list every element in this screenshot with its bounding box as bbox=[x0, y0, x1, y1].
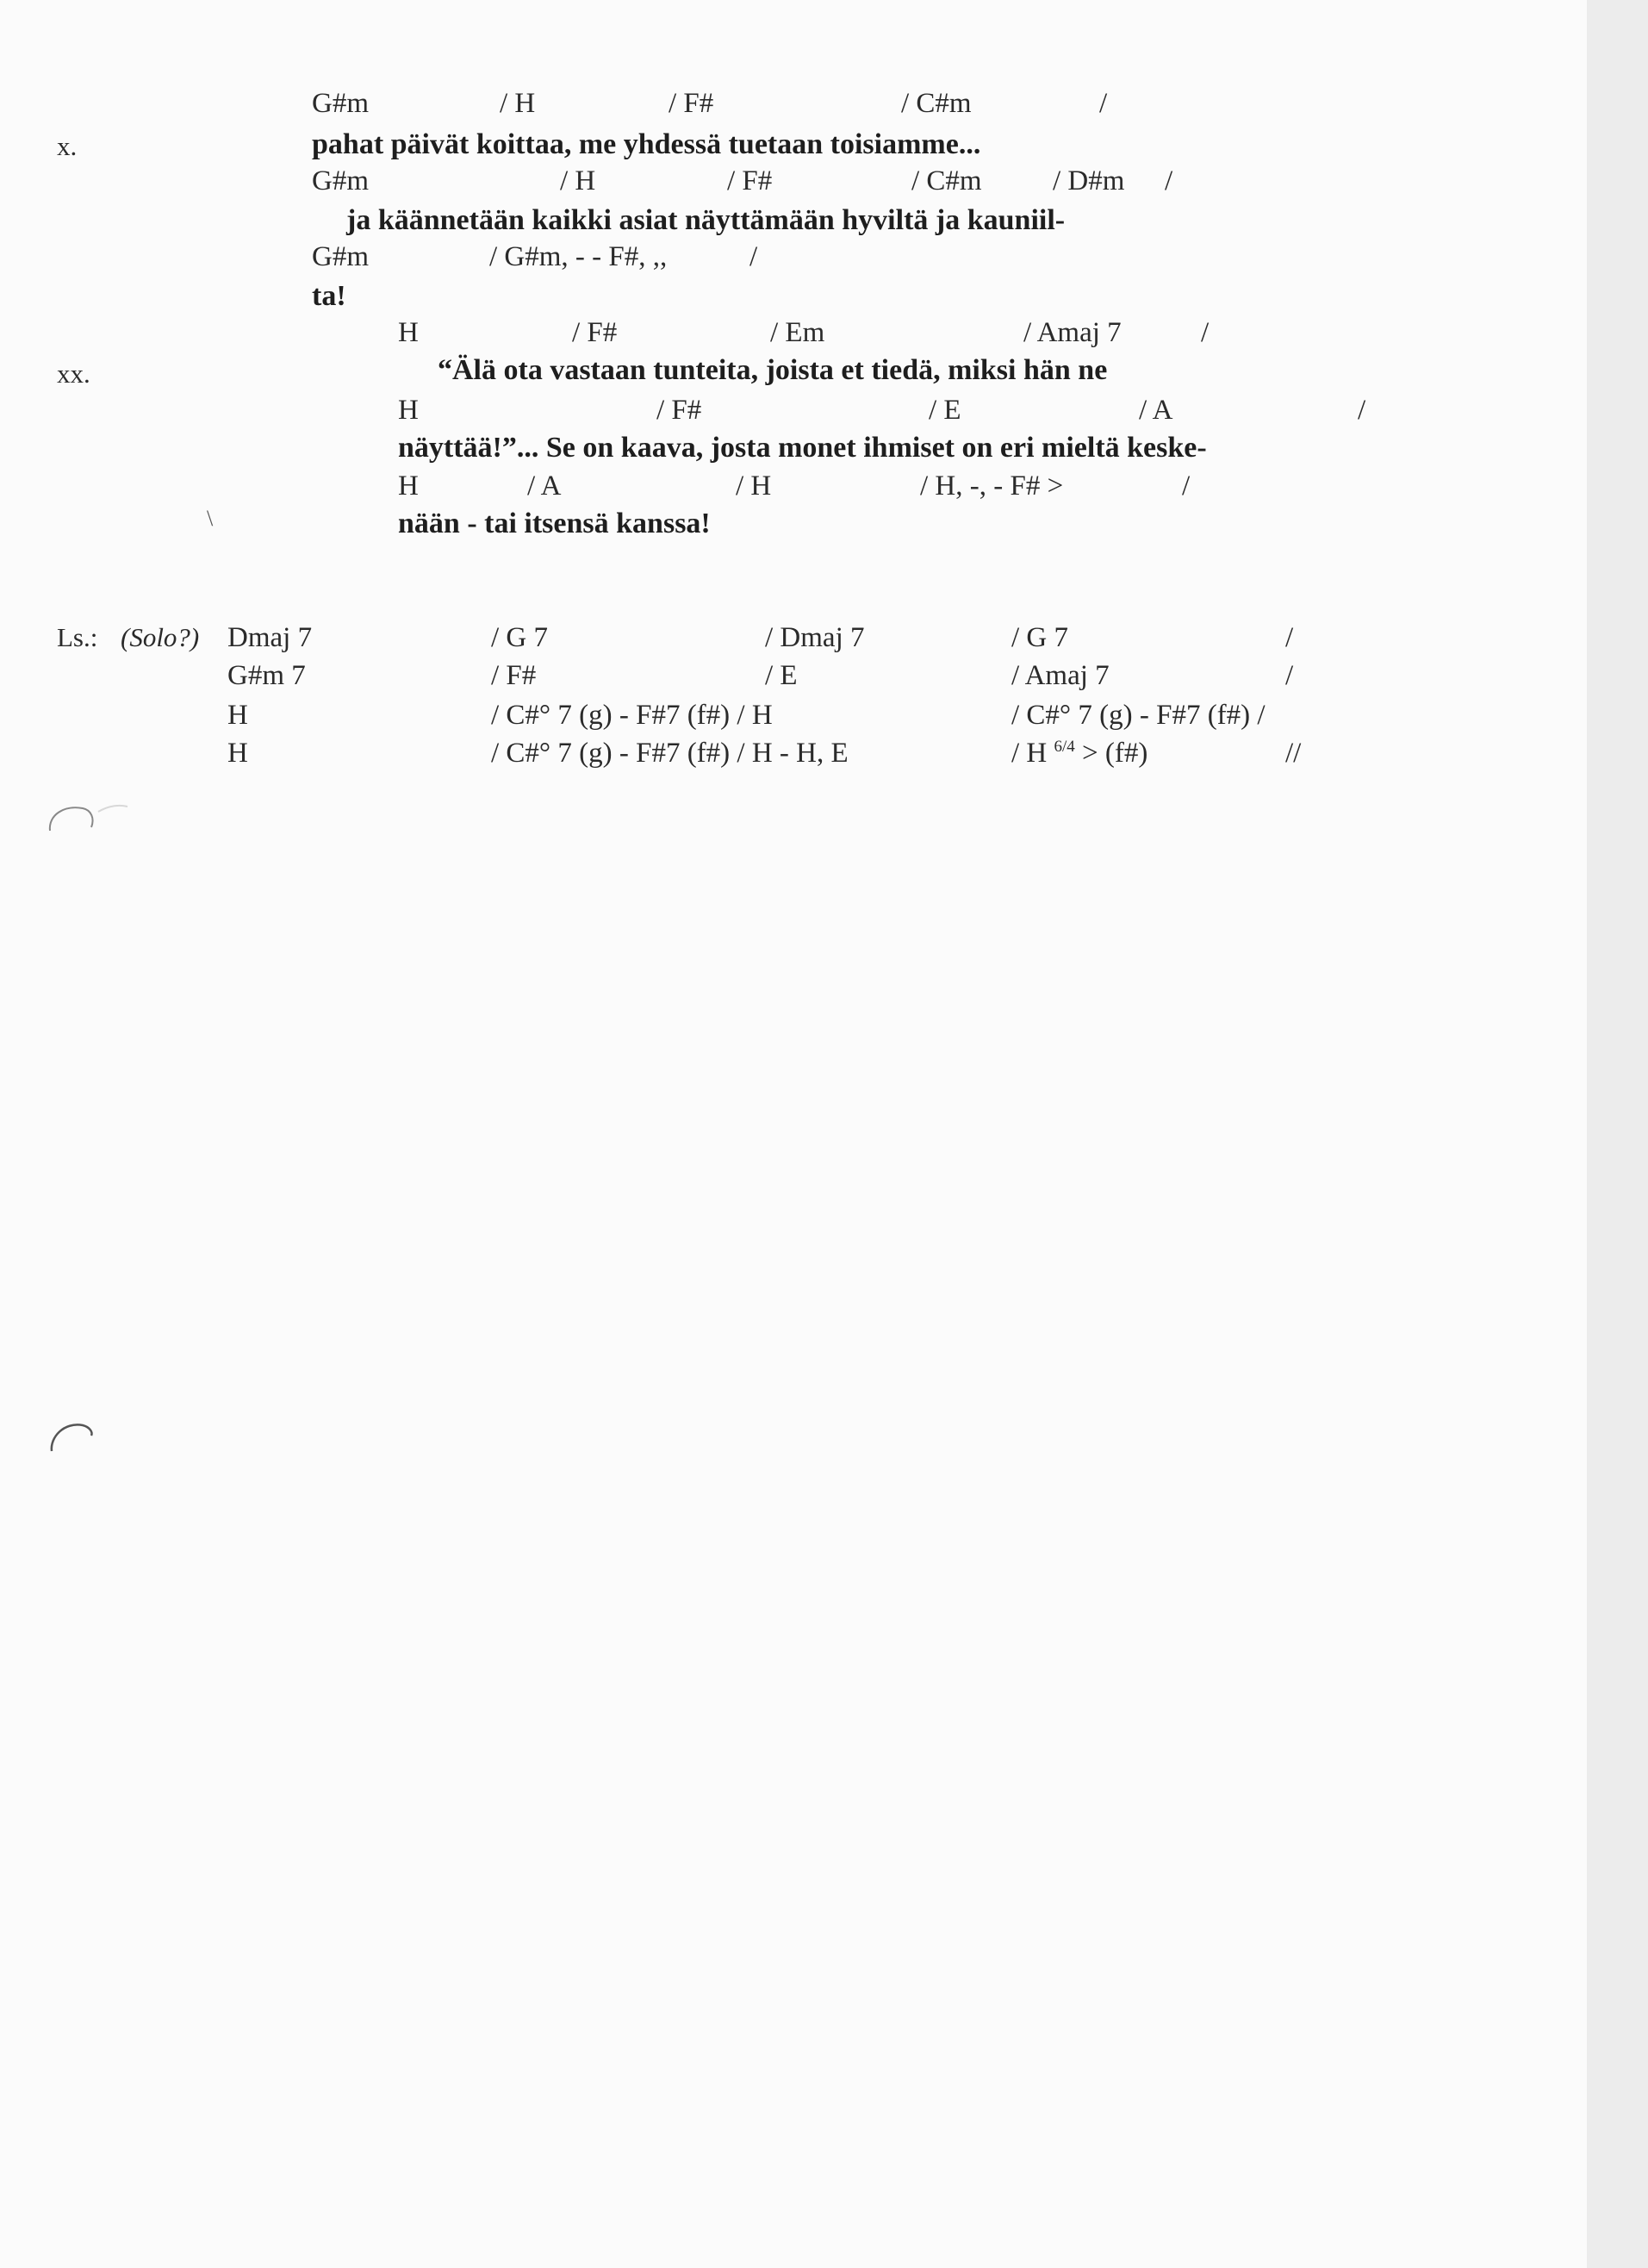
chord: / G 7 bbox=[1011, 622, 1068, 653]
chord: G#m bbox=[312, 88, 369, 119]
chord: H bbox=[227, 738, 248, 769]
chord: / F# bbox=[491, 660, 537, 691]
chord: / A bbox=[1139, 395, 1173, 426]
chord: Dmaj 7 bbox=[227, 622, 313, 653]
chord: / E bbox=[765, 660, 798, 691]
chord: / bbox=[1201, 317, 1210, 348]
chord: / H, -, - F# > bbox=[920, 470, 1064, 502]
final-barline: // bbox=[1285, 738, 1302, 769]
chord: / bbox=[749, 241, 758, 272]
inversion-superscript: 6/4 bbox=[1054, 738, 1075, 756]
verse-label: x. bbox=[57, 131, 78, 161]
verse-label: xx. bbox=[57, 358, 90, 389]
lyric-line: näyttää!”... Se on kaava, josta monet ihmiset on eri mieltä keske- bbox=[398, 432, 1207, 464]
chord: / bbox=[1285, 660, 1294, 691]
chord: / F# bbox=[669, 88, 714, 119]
chord: / C#m bbox=[901, 88, 972, 119]
chord: / bbox=[1165, 165, 1173, 196]
chord: / H bbox=[736, 470, 772, 502]
scan-edge-shadow bbox=[1587, 0, 1648, 2268]
chord: H bbox=[227, 700, 248, 731]
chord-sequence: / C#° 7 (g) - F#7 (f#) / H bbox=[491, 700, 773, 731]
chord: H bbox=[398, 470, 419, 502]
chord: / bbox=[1182, 470, 1191, 502]
section-label: Ls.: bbox=[57, 622, 98, 652]
punch-hole-mark bbox=[43, 1413, 103, 1465]
chord: / F# bbox=[656, 395, 702, 426]
chord: / E bbox=[929, 395, 961, 426]
chord-sequence: / C#° 7 (g) - F#7 (f#) / bbox=[1011, 700, 1266, 731]
chord: / F# bbox=[727, 165, 773, 196]
chord: / H bbox=[560, 165, 596, 196]
chord: / bbox=[1285, 622, 1294, 653]
chord: / G#m, - - F#, ,, bbox=[489, 241, 668, 272]
section-label-italic: (Solo?) bbox=[121, 622, 200, 652]
chord: / Em bbox=[770, 317, 825, 348]
punch-hole-mark bbox=[34, 793, 129, 844]
chord: G#m bbox=[312, 165, 369, 196]
stray-pen-mark: \ bbox=[207, 506, 214, 531]
chord: / Dmaj 7 bbox=[765, 622, 865, 653]
lyric-line: ja käännetään kaikki asiat näyttämään hyviltä ja kauniil- bbox=[346, 204, 1066, 236]
lyric-line: pahat päivät koittaa, me yhdessä tuetaan toisiamme... bbox=[312, 128, 981, 160]
chord: / Amaj 7 bbox=[1011, 660, 1110, 691]
chord: / bbox=[1099, 88, 1108, 119]
chord: / Amaj 7 bbox=[1023, 317, 1122, 348]
chord: / H bbox=[1011, 738, 1048, 769]
lyric-line: ta! bbox=[312, 280, 346, 312]
chord: > (f#) bbox=[1082, 738, 1148, 769]
chord: / bbox=[1358, 395, 1366, 426]
chord: / F# bbox=[572, 317, 618, 348]
chord: G#m bbox=[312, 241, 369, 272]
chord: / A bbox=[527, 470, 562, 502]
chord-sequence: / C#° 7 (g) - F#7 (f#) / H - H, E bbox=[491, 738, 849, 769]
chord-with-inversion bbox=[1011, 736, 1147, 770]
chord: G#m 7 bbox=[227, 660, 306, 691]
chord: / D#m bbox=[1053, 165, 1125, 196]
chord: / C#m bbox=[911, 165, 982, 196]
chord: / G 7 bbox=[491, 622, 548, 653]
chord: H bbox=[398, 395, 419, 426]
lyric-line: “Älä ota vastaan tunteita, joista et tiedä, miksi hän ne bbox=[438, 354, 1108, 386]
lyric-line: nään - tai itsensä kanssa! bbox=[398, 508, 711, 539]
chord: H bbox=[398, 317, 419, 348]
chord: / H bbox=[500, 88, 536, 119]
